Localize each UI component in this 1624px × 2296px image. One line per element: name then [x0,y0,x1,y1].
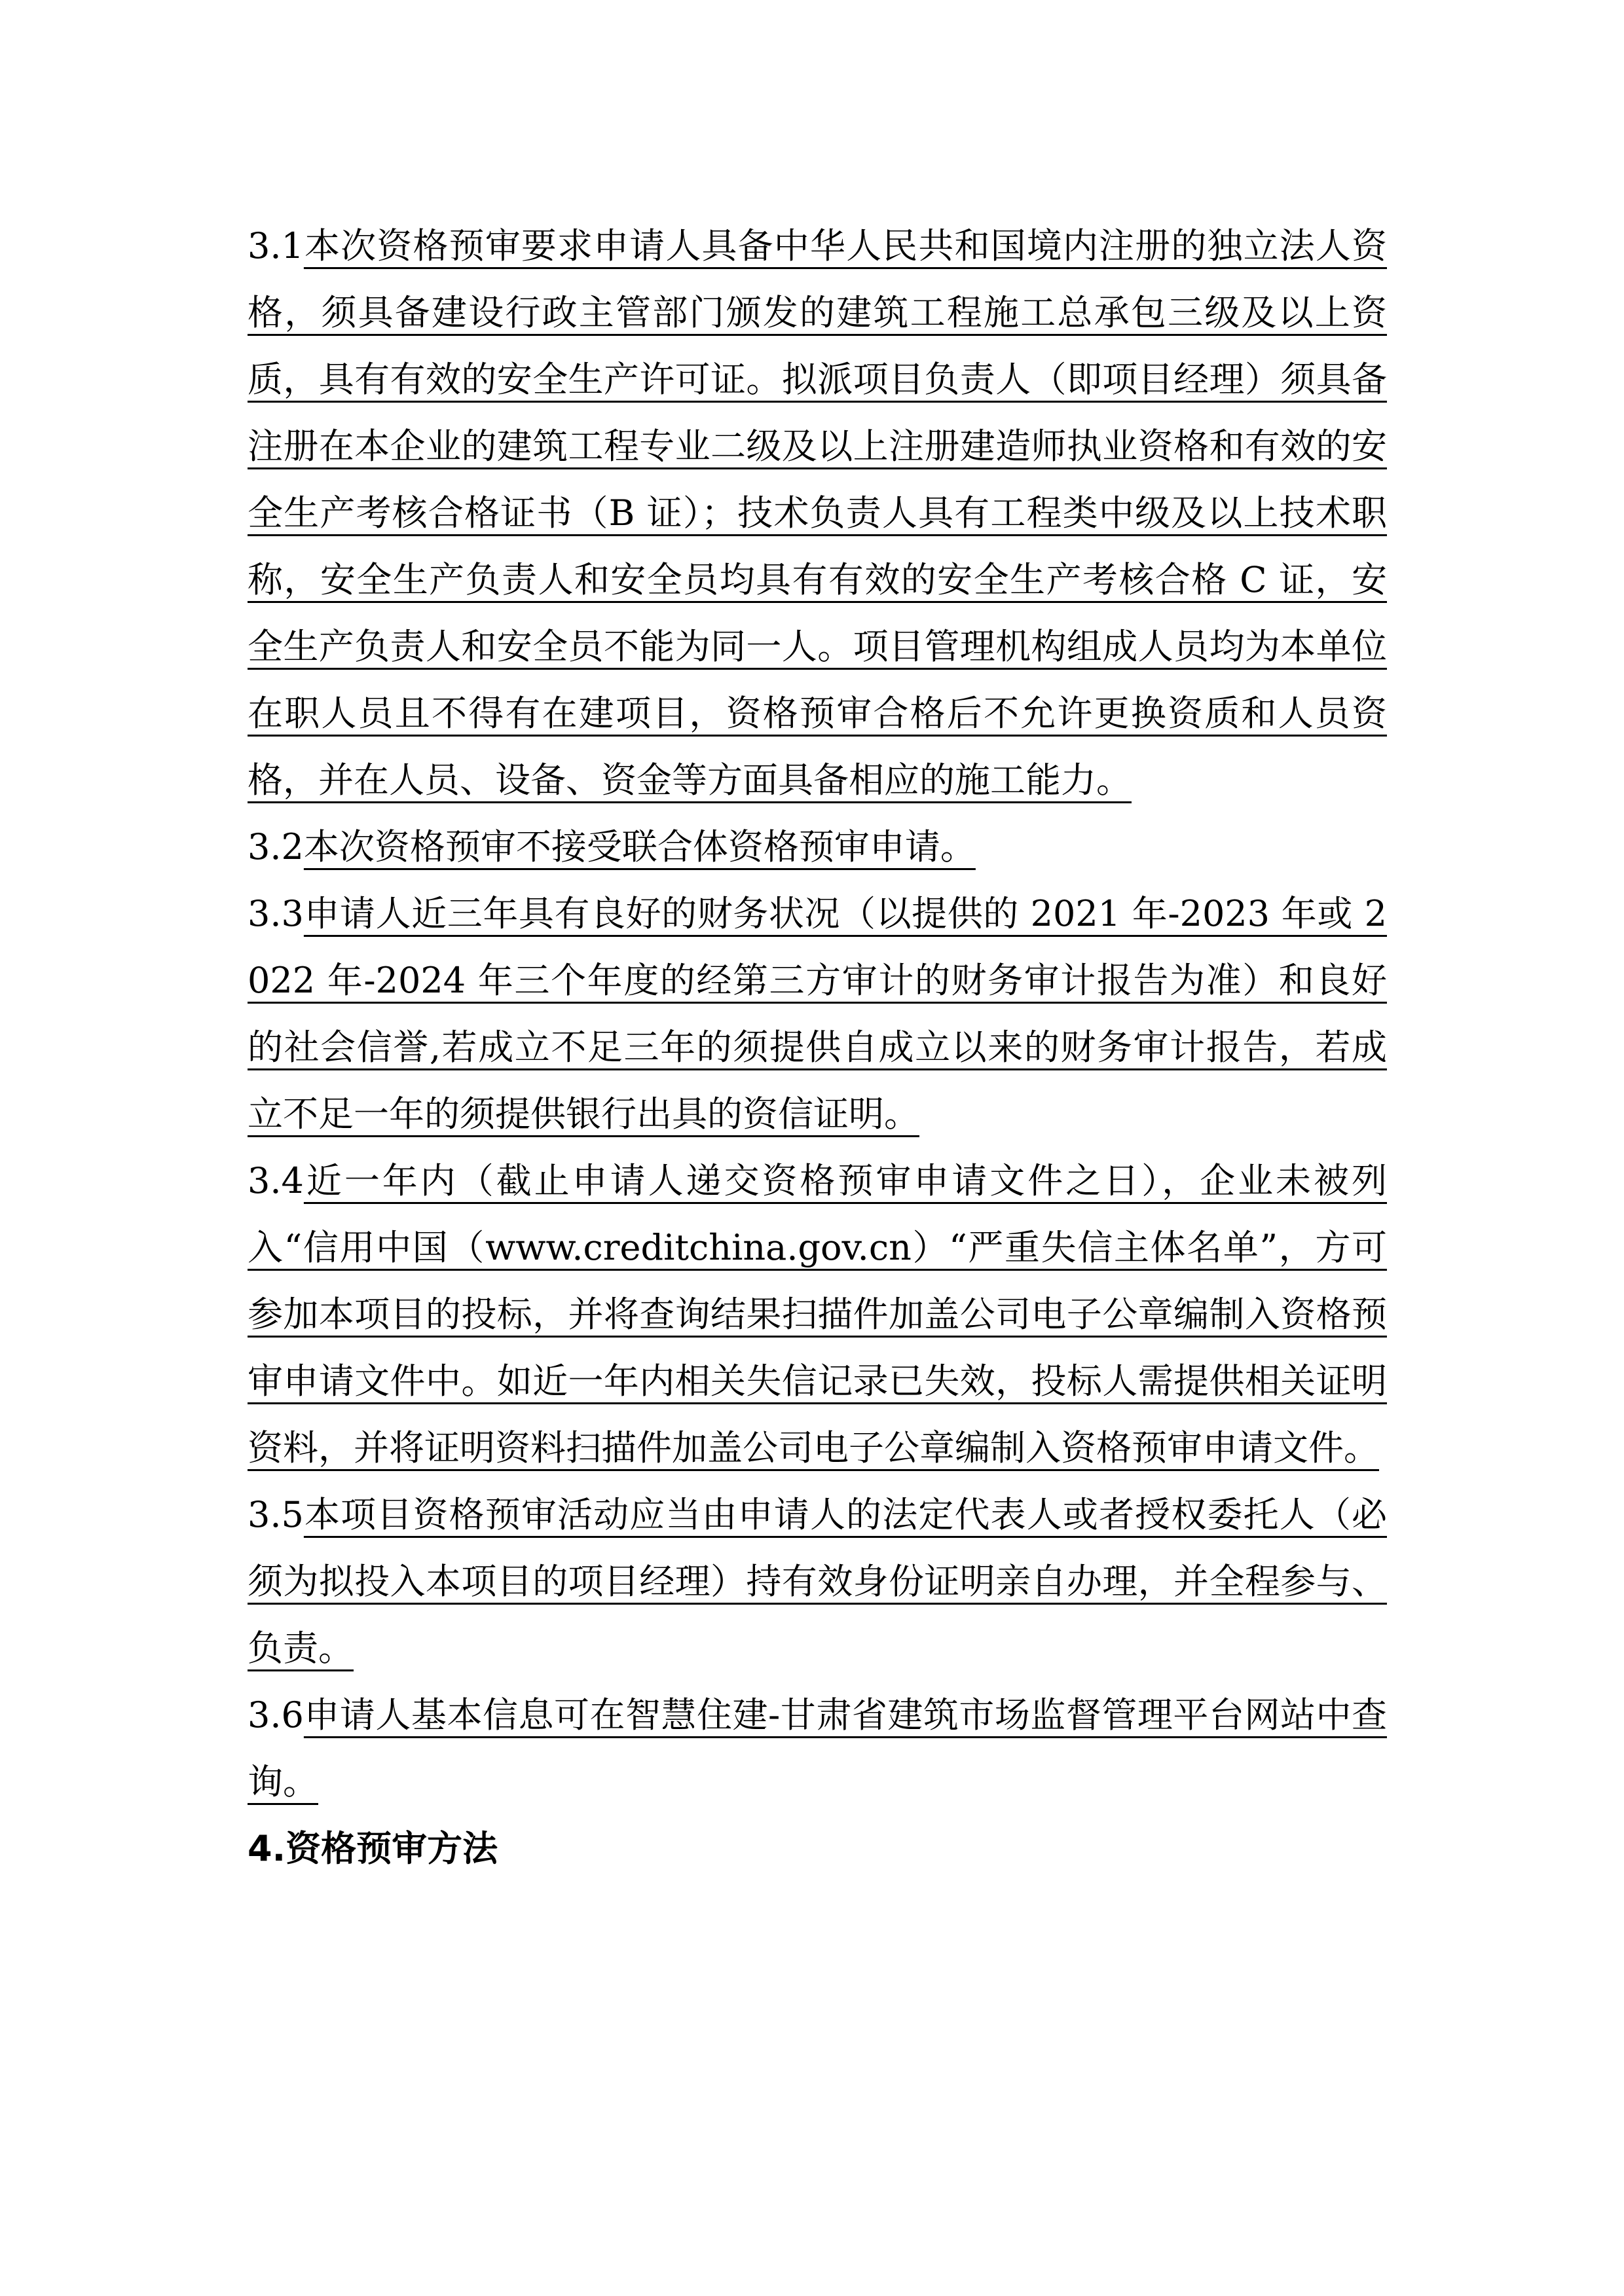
section-number: 3.6 [248,1694,304,1736]
section-number: 3.1 [248,225,304,266]
section-3-3 [248,881,1387,1148]
section-text: 申请人基本信息可在智慧住建-甘肃省建筑市场监督管理平台网站中查询。 [248,1694,1387,1802]
section-text: 申请人近三年具有良好的财务状况（以提供的 2021 年-2023 年或 2022 年-2024 年三个年度的经第三方审计的财务审计报告为准）和良好的社会信誉,若成立不足三年的须提供自成立以来的财务审计报告，若成立不足一年的须提供银行出具的资信证明。 [248,893,1387,1135]
document-page [248,213,1387,1882]
section-3-2 [248,814,1387,881]
section-text: 本项目资格预审活动应当由申请人的法定代表人或者授权委托人（必须为拟投入本项目的项目经理）持有效身份证明亲自办理，并全程参与、负责。 [248,1494,1387,1669]
section-text: 近一年内（截止申请人递交资格预审申请文件之日），企业未被列入“信用中国（www.creditchina.gov.cn）“严重失信主体名单”，方可参加本项目的投标，并将查询结果扫描件加盖公司电子公章编制入资格预审申请文件中。如近一年内相关失信记录已失效，投标人需提供相关证明资料，并将证明资料扫描件加盖公司电子公章编制入资格预审申请文件。 [248,1160,1387,1468]
section-3-5 [248,1482,1387,1682]
section-number: 3.4 [248,1160,304,1201]
section-text: 本次资格预审不接受联合体资格预审申请。 [303,826,976,867]
section-heading: 4.资格预审方法 [248,1828,498,1869]
section-number: 3.5 [248,1494,304,1535]
section-number: 3.3 [248,893,304,934]
section-number: 3.2 [248,826,304,867]
section-3-6 [248,1682,1387,1815]
section-text: 本次资格预审要求申请人具备中华人民共和国境内注册的独立法人资格，须具备建设行政主管部门颁发的建筑工程施工总承包三级及以上资质，具有有效的安全生产许可证。拟派项目负责人（即项目经理）须具备注册在本企业的建筑工程专业二级及以上注册建造师执业资格和有效的安全生产考核合格证书（B 证）；技术负责人具有工程类中级及以上技术职称，安全生产负责人和安全员均具有有效的安全生产考核合格 C 证，安全生产负责人和安全员不能为同一人。项目管理机构组成人员均为本单位在职人员且不得有在建项目，资格预审合格后不允许更换资质和人员资格，并在人员、设备、资金等方面具备相应的施工能力。 [248,225,1387,801]
section-3-4 [248,1148,1387,1482]
section-3-1 [248,213,1387,814]
